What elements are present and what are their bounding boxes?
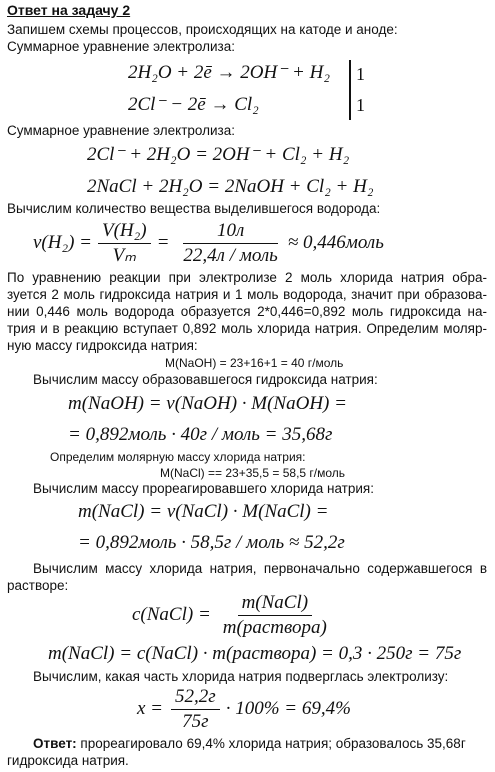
nu-fraction-1-numerator: V(H₂) [98, 220, 151, 244]
answer-line-2: гидроксида натрия. [7, 753, 129, 768]
nu-fraction-1-denominator: Vₘ [112, 244, 137, 266]
nu-fraction-2-denominator: 22,4л / моль [183, 244, 278, 266]
c-lhs: c(NaCl) = [132, 604, 211, 625]
naoh-mass-line-1: m(NaOH) = ν(NaOH) · M(NaOH) = [68, 393, 347, 414]
paragraph-line-4: трия и в реакцию вступает 0,892 моль хлорида натрия. Определим моляр- [7, 321, 487, 336]
calc-naoh-label: Вычислим массу образовавшегося гидроксида натрия: [33, 372, 378, 387]
initial-mass-formula: m(NaCl) = c(NaCl) · m(раствора) = 0,3 · 250г = 75г [48, 643, 462, 664]
molecular-equation: 2NaCl + 2H₂O = 2NaOH + Cl₂ + H₂ [87, 176, 374, 197]
molar-nacl-label: Определим молярную массу хлорида натрия: [50, 450, 306, 464]
anode-coefficient: 1 [356, 95, 365, 115]
nu-fraction-2-numerator: 10л [183, 220, 278, 244]
scheme-divider-line [349, 60, 351, 120]
page-title: Ответ на задачу 2 [7, 2, 131, 18]
fraction-label: Вычислим, какая часть хлорида натрия подверглась электролизу: [33, 669, 449, 684]
x-numerator: 52,2г [171, 686, 220, 710]
electrolysis-fraction-formula [137, 684, 351, 734]
nu-equals: = [156, 232, 170, 253]
answer-line-1 [33, 736, 466, 752]
nu-fraction-2 [179, 220, 281, 267]
initial-mass-label-2: растворе: [7, 578, 69, 593]
concentration-formula [132, 590, 331, 640]
summary-label-2: Суммарное уравнение электролиза: [7, 123, 235, 138]
answer-label: Ответ: [33, 736, 77, 751]
ionic-equation: 2Cl⁻ + 2H₂O = 2OH⁻ + Cl₂ + H₂ [87, 144, 350, 165]
x-rhs: · 100% = 69,4% [225, 698, 351, 719]
paragraph-line-3: нии 0,446 моль водорода образуется 2*0,446=0,892 моль гидроксида на- [7, 304, 487, 319]
nacl-mass-line-2: = 0,892моль · 58,5г / моль ≈ 52,2г [78, 532, 345, 553]
nu-lhs: ν(H₂) = [33, 232, 92, 253]
cathode-coefficient: 1 [356, 64, 365, 84]
anode-equation: 2Cl⁻ − 2ē → Cl₂ [128, 94, 259, 115]
calc-h2-label: Вычислим количество вещества выделившегося водорода: [7, 201, 381, 216]
molar-mass-nacl: M(NaCl) == 23+35,5 = 58,5 г/моль [160, 466, 346, 480]
summary-label-1: Суммарное уравнение электролиза: [7, 39, 235, 54]
c-fraction [219, 592, 331, 639]
nu-result: ≈ 0,446моль [287, 232, 384, 253]
c-numerator: m(NaCl) [238, 592, 313, 616]
naoh-mass-line-2: = 0,892моль · 40г / моль = 35,68г [68, 424, 333, 445]
c-denominator: m(раствора) [222, 616, 327, 638]
nu-fraction-1 [98, 220, 151, 267]
intro-text: Запишем схемы процессов, происходящих на катоде и аноде: [7, 22, 398, 37]
answer-text-1: прореагировало 69,4% хлорида натрия; образовалось 35,68г [76, 736, 466, 751]
molar-mass-naoh: M(NaOH) = 23+16+1 = 40 г/моль [165, 356, 344, 370]
initial-mass-label-1: Вычислим массу хлорида натрия, первоначально содержавшегося в [33, 561, 487, 576]
calc-nacl-label: Вычислим массу прореагировавшего хлорида натрия: [33, 481, 374, 496]
hydrogen-amount-formula [33, 218, 384, 268]
x-fraction [171, 686, 220, 733]
paragraph-line-1: По уравнению реакции при электролизе 2 моль хлорида натрия обра- [7, 270, 487, 285]
nacl-mass-line-1: m(NaCl) = ν(NaCl) · M(NaCl) = [78, 501, 329, 522]
x-lhs: x = [137, 698, 164, 719]
x-denominator: 75г [182, 710, 209, 732]
cathode-equation: 2H₂O + 2ē → 2OH⁻ + H₂ [128, 62, 330, 83]
paragraph-line-5: ную массу гидроксида натрия: [7, 338, 198, 353]
paragraph-line-2: зуется 2 моль гидроксида натрия и 1 моль водорода, значит при образова- [7, 287, 487, 302]
